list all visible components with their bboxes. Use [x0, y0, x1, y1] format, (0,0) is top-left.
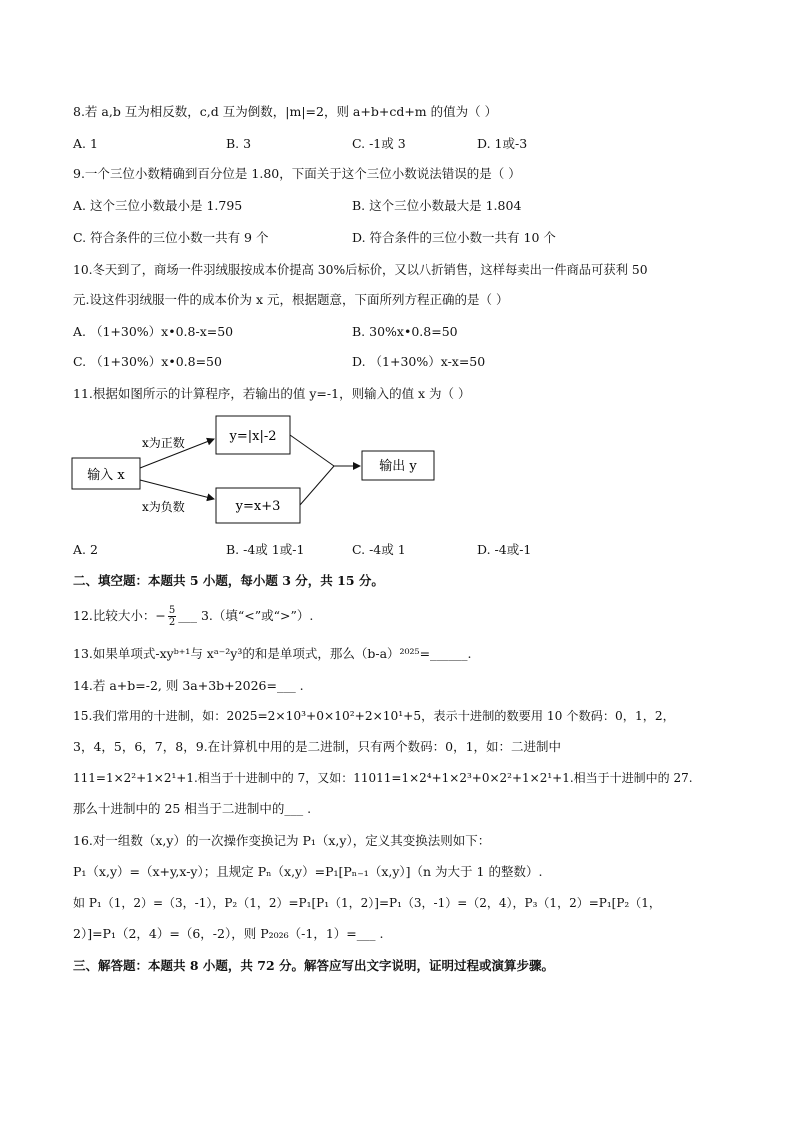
q12-minus-sign: −: [155, 608, 166, 623]
section-3-heading: 三、解答题：本题共 8 小题，共 72 分。解答应写出文字说明，证明过程或演算步骤。: [73, 958, 555, 973]
question-16-line-2: P₁（x,y）=（x+y,x-y）；且规定 Pₙ（x,y）=P₁[Pₙ₋₁（x,y）]（n 为大于 1 的整数）.: [73, 864, 543, 879]
question-9-stem: 9.一个三位小数精确到百分位是 1.80，下面关于这个三位小数说法错误的是（ ）: [73, 166, 521, 181]
q8-option-a: A. 1: [73, 136, 98, 151]
merge-line-top: [290, 435, 334, 466]
question-15-line-1: 15.我们常用的十进制，如：2025=2×10³+0×10²+2×10¹+5，表示十进制的数要用 10 个数码：0，1，2，: [73, 709, 675, 723]
q10-option-a: A. （1+30%）x•0.8-x=50: [73, 324, 234, 339]
q11-option-a: A. 2: [73, 542, 98, 557]
absolute-formula-label: y=|x|-2: [229, 429, 277, 444]
question-10-stem-line-2: 元.设这件羽绒服一件的成本价为 x 元，根据题意，下面所列方程正确的是（ ）: [73, 292, 509, 307]
section-2-heading: 二、填空题：本题共 5 小题，每小题 3 分，共 15 分。: [73, 573, 384, 588]
q11-option-b: B. -4或 1或-1: [226, 542, 305, 557]
linear-formula-label: y=x+3: [235, 499, 281, 514]
q12-fraction: [168, 605, 176, 628]
question-14: 14.若 a+b=-2, 则 3a+3b+2026=___ .: [73, 678, 304, 693]
positive-branch-label: x为正数: [142, 436, 185, 450]
calculation-program-diagram: [70, 410, 450, 535]
q10-option-d: D. （1+30%）x-x=50: [352, 354, 486, 369]
question-16-line-1: 16.对一组数（x,y）的一次操作变换记为 P₁（x,y），定义其变换法则如下：: [73, 833, 491, 848]
q12-fraction-numerator: 5: [168, 605, 176, 616]
output-box-label: 输出 y: [379, 459, 417, 474]
question-15-line-4: 那么十进制中的 25 相当于二进制中的___ .: [73, 801, 312, 816]
merge-line-bottom: [300, 466, 334, 505]
q9-option-b: B. 这个三位小数最大是 1.804: [352, 198, 522, 213]
q11-option-d: D. -4或-1: [477, 542, 532, 557]
q12-prefix: 12.比较大小：: [73, 608, 156, 623]
question-16-line-3: 如 P₁（1，2）=（3，-1），P₂（1，2）=P₁[P₁（1，2）]=P₁（3，-1）=（2，4），P₃（1，2）=P₁[P₂（1，: [73, 896, 661, 910]
q11-option-c: C. -4或 1: [352, 542, 406, 557]
q8-option-c: C. -1或 3: [352, 136, 406, 151]
q12-fraction-denominator: 2: [168, 617, 176, 628]
question-13: 13.如果单项式-xyᵇ⁺¹与 xᵃ⁻²y³的和是单项式，那么（b-a）²⁰²⁵=______.: [73, 646, 472, 661]
negative-arrow: [140, 480, 214, 499]
question-15-line-3: 111=1×2²+1×2¹+1.相当于十进制中的 7，又如：11011=1×2⁴+1×2³+0×2²+1×2¹+1.相当于十进制中的 27.: [73, 771, 693, 785]
q8-option-b: B. 3: [226, 136, 252, 151]
q8-option-d: D. 1或-3: [477, 136, 528, 151]
q12-suffix: ___ 3.（填“<”或“>”）.: [178, 608, 314, 623]
question-12: [73, 600, 313, 632]
question-10-stem-line-1: 10.冬天到了，商场一件羽绒服按成本价提高 30%后标价，又以八折销售，这样每卖出一件商品可获利 50: [73, 263, 648, 277]
q9-option-d: D. 符合条件的三位小数一共有 10 个: [352, 230, 556, 245]
question-11-stem: 11.根据如图所示的计算程序，若输出的值 y=-1，则输入的值 x 为（ ）: [73, 386, 471, 401]
q9-option-a: A. 这个三位小数最小是 1.795: [73, 198, 243, 213]
negative-branch-label: x为负数: [142, 500, 185, 514]
question-16-line-4: 2）]=P₁（2，4）=（6，-2），则 P₂₀₂₆（-1，1）=___ .: [73, 926, 384, 941]
q10-option-b: B. 30%x•0.8=50: [352, 324, 458, 339]
q10-option-c: C. （1+30%）x•0.8=50: [73, 354, 222, 369]
question-8-stem: 8.若 a,b 互为相反数，c,d 互为倒数，|m|=2，则 a+b+cd+m 的值为（ ）: [73, 104, 498, 119]
q9-option-c: C. 符合条件的三位小数一共有 9 个: [73, 230, 269, 245]
question-15-line-2: 3，4，5，6，7，8，9.在计算机中用的是二进制，只有两个数码：0，1，如：二进制中: [73, 739, 562, 754]
input-box-label: 输入 x: [87, 468, 125, 483]
